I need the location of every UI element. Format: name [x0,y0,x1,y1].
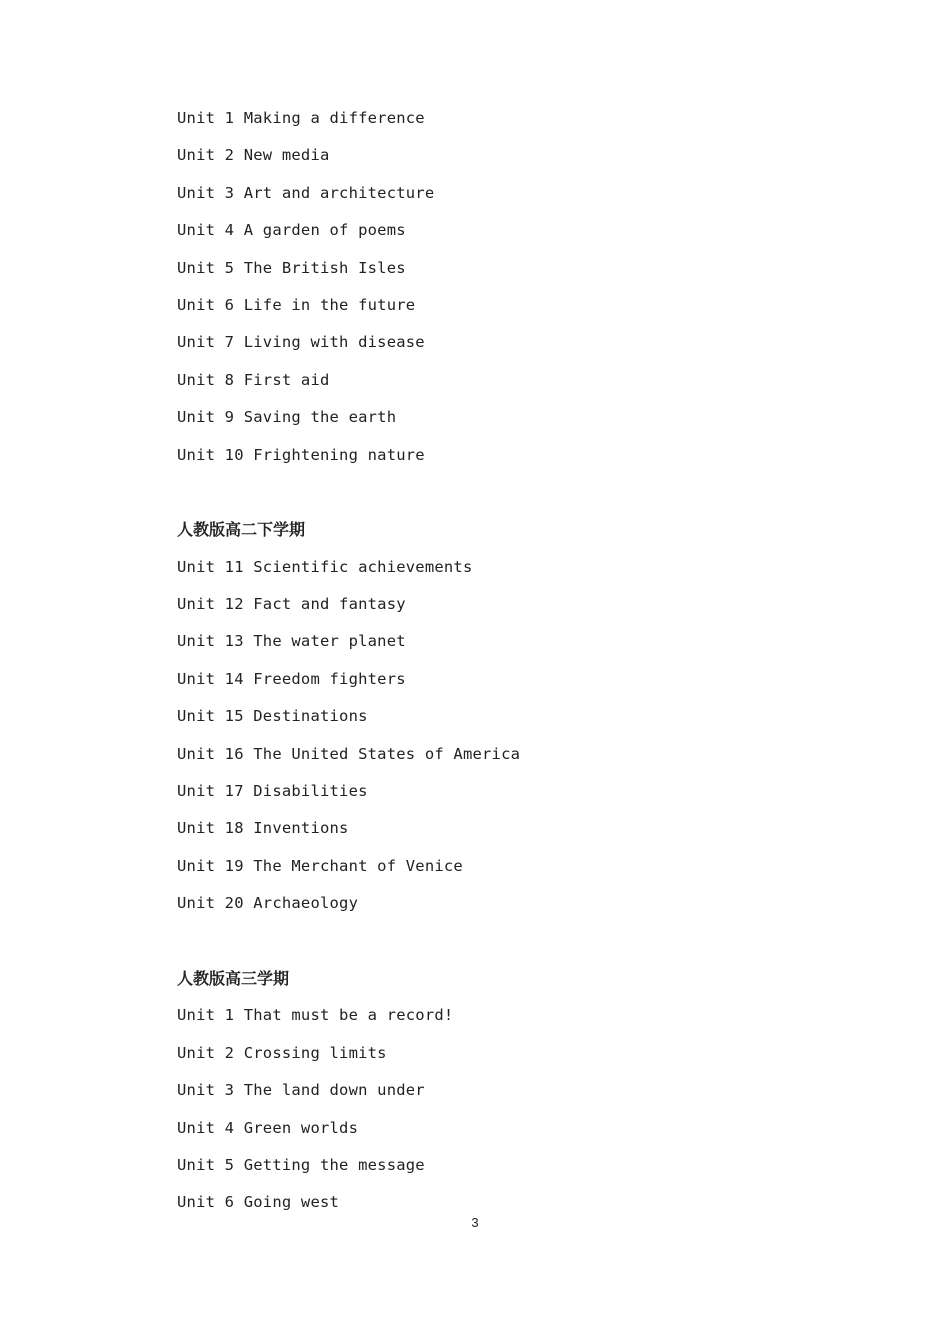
unit-line: Unit 10 Frightening nature [177,445,425,464]
unit-line: Unit 6 Life in the future [177,295,416,314]
unit-line: Unit 4 Green worlds [177,1118,359,1137]
unit-line: Unit 9 Saving the earth [177,408,397,427]
unit-line: Unit 14 Freedom fighters [177,669,406,688]
unit-line: Unit 15 Destinations [177,707,368,726]
unit-line: Unit 5 Getting the message [177,1155,425,1174]
unit-line: Unit 19 The Merchant of Venice [177,856,463,875]
unit-line: Unit 4 A garden of poems [177,221,406,240]
unit-line: Unit 6 Going west [177,1193,340,1212]
unit-list-section-1 [177,100,877,474]
unit-line: Unit 1 That must be a record! [177,1006,454,1025]
unit-line: Unit 20 Archaeology [177,894,359,913]
section-heading: 人教版高三学期 [177,968,290,988]
unit-line: Unit 8 First aid [177,370,330,389]
unit-list-section-2 [177,511,877,922]
unit-line: Unit 17 Disabilities [177,782,368,801]
unit-line: Unit 2 Crossing limits [177,1043,387,1062]
unit-line: Unit 1 Making a difference [177,109,425,127]
unit-line: Unit 11 Scientific achievements [177,557,473,576]
unit-line: Unit 7 Living with disease [177,333,425,352]
page-number: 3 [471,1215,479,1230]
unit-line: Unit 13 The water planet [177,632,406,651]
unit-line: Unit 3 The land down under [177,1081,425,1100]
unit-line: Unit 3 Art and architecture [177,183,435,202]
unit-list-section-3 [177,960,877,1222]
document-page [177,100,877,1222]
section-heading: 人教版高二下学期 [177,520,306,540]
unit-line: Unit 12 Fact and fantasy [177,595,406,614]
unit-line: Unit 16 The United States of America [177,744,521,763]
unit-line: Unit 2 New media [177,146,330,165]
unit-line: Unit 18 Inventions [177,819,349,838]
unit-line: Unit 5 The British Isles [177,258,406,277]
